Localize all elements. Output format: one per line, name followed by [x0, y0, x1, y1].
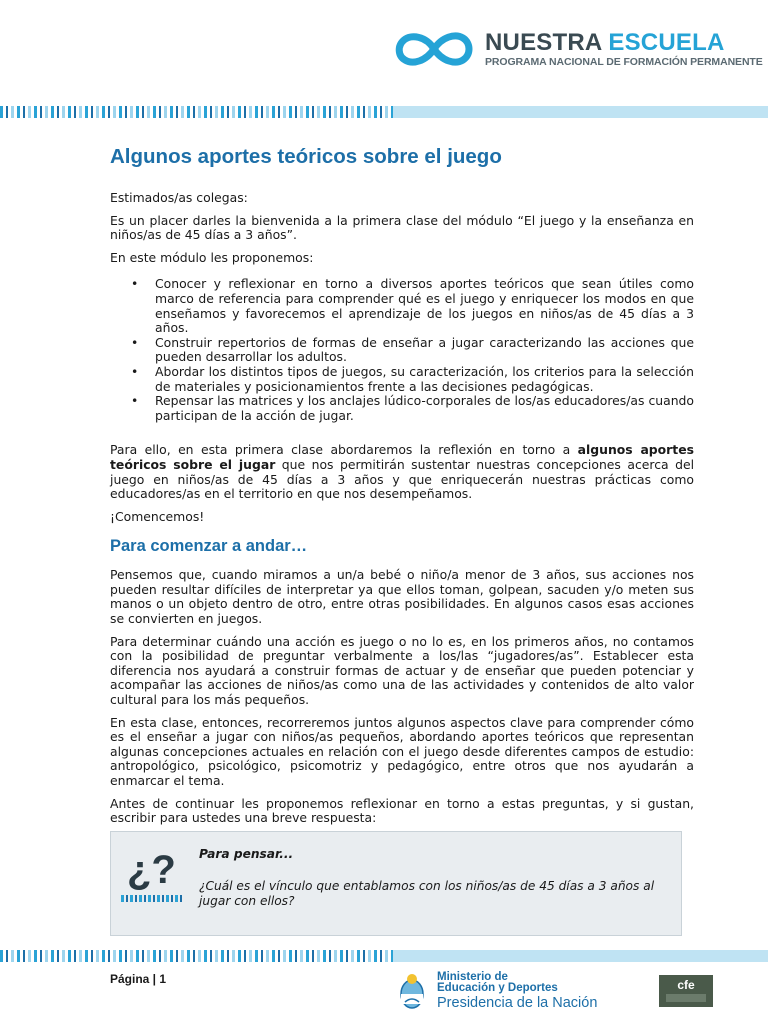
document-body [110, 144, 694, 834]
ministry-line-3: Presidencia de la Nación [437, 995, 598, 1011]
cfe-label: cfe [677, 978, 695, 992]
list-item: • Abordar los distintos tipos de juegos, su caracterización, los criterios para la selección de materiales y posicionamientos frente a las decisiones pedagógicas. [155, 365, 694, 394]
para-pensar-box [110, 831, 682, 936]
question-icon: ¿? [127, 848, 176, 892]
para-ello-paragraph: Para ello, en esta primera clase abordaremos la reflexión en torno a algunos aportes teóricos sobre el jugar que nos permitirán sustentar nuestras concepciones acerca del juego en niños/as de 45 días a 3 años y que enriquecerán nuestras prácticas como educadores/as en el territorio en que nos desempeñamos. [110, 442, 695, 502]
think-box-title: Para pensar... [199, 847, 294, 861]
body-paragraph: Pensemos que, cuando miramos a un/a bebé o niño/a menor de 3 años, sus acciones nos pueden resultar difíciles de interpretar ya que ellos toman, golpean, sacuden y/o meten sus manos o un objeto dentro de otro, entre otras posibilidades. En algunos casos esas acciones se convierten en juegos. [110, 567, 694, 627]
infinity-logo-icon [393, 28, 475, 70]
cfe-logo [659, 975, 713, 1007]
list-item: • Conocer y reflexionar en torno a diversos aportes teóricos que sean útiles como marco de referencia para comprender qué es el juego y enriquecer los modos en que enseñamos y favorecemos el aprendizaje de los juegos en niños/as de 45 días a 3 años. [155, 277, 694, 335]
document-title: Algunos aportes teóricos sobre el juego [110, 145, 502, 168]
intro-paragraph: Es un placer darles la bienvenida a la primera clase del módulo “El juego y la enseñanza en niños/as de 45 días a 3 años”. [110, 212, 694, 243]
nuestra-escuela-logo [393, 26, 763, 72]
comencemos-line: ¡Comencemos! [110, 508, 205, 524]
body-paragraph: En esta clase, entonces, recorreremos juntos algunos aspectos clave para comprender cómo es el enseñar a jugar con niños/as pequeños, abordando aportes teóricos que representan algunas concepciones actuales en relación con el juego desde diferentes campos de estudio: antropológico, psicológico, psicomotriz y pedagógico, entre otros que nos ayudarán a enmarcar el tema. [110, 714, 694, 788]
mini-stripe-decoration [121, 895, 183, 902]
section-heading: Para comenzar a andar… [110, 537, 308, 556]
body-paragraph: Para determinar cuándo una acción es juego o no lo es, en los primeros años, no contamos con la posibilidad de preguntar verbalmente a los/las “jugadores/as”. Establecer esta diferencia nos ayudará a construir formas de actuar y de enseñar que pueden potenciar y acompañar las acciones de niños/as como una de las actividades y contenidos de alto valor cultural para los más pequeños. [110, 633, 694, 708]
page-number: Página | 1 [110, 972, 167, 986]
objectives-list [110, 277, 694, 423]
list-item: • Construir repertorios de formas de enseñar a jugar caracterizando las acciones que pueden desarrollar los adultos. [155, 336, 694, 365]
logo-word-escuela: ESCUELA [608, 29, 725, 56]
logo-word-nuestra: NUESTRA [485, 29, 602, 56]
propose-paragraph: En este módulo les proponemos: [110, 249, 314, 265]
top-decorative-stripe [0, 106, 768, 118]
greeting: Estimados/as colegas: [110, 190, 248, 205]
ministry-line-2: Educación y Deportes [437, 982, 558, 994]
ministry-logo [397, 972, 597, 1012]
bottom-decorative-stripe [0, 950, 768, 962]
logo-subtitle: PROGRAMA NACIONAL DE FORMACIÓN PERMANENTE [485, 56, 763, 68]
body-paragraph: Antes de continuar les proponemos reflexionar en torno a estas preguntas, y si gustan, escribir para ustedes una breve respuesta: [110, 795, 694, 826]
argentina-seal-icon [397, 972, 427, 1012]
list-item: • Repensar las matrices y los anclajes lúdico-corporales de los/as educadores/as cuando participan de la acción de jugar. [155, 394, 694, 423]
ministry-line-1: Ministerio de [437, 971, 508, 983]
think-box-question: ¿Cuál es el vínculo que entablamos con los niños/as de 45 días a 3 años al jugar con ellos? [199, 879, 655, 908]
